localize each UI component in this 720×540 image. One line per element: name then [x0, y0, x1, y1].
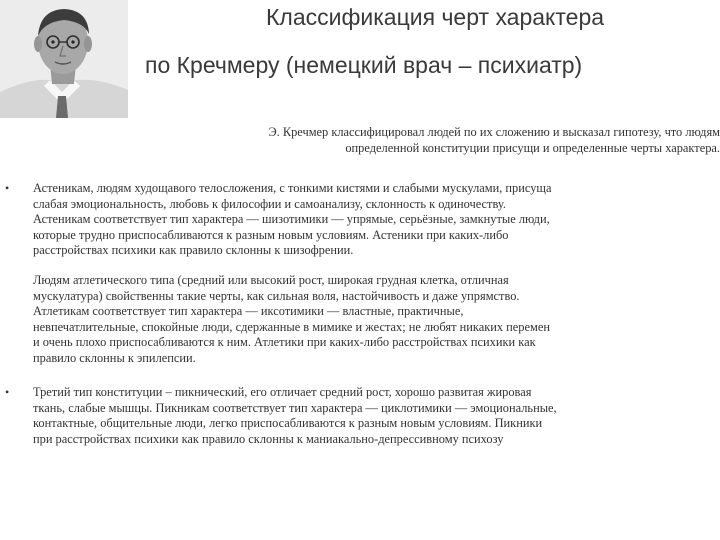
paragraph-line: невпечатлительные, спокойные люди, сдержанные в мимике и жестах; не любят никаких перемен — [33, 319, 550, 334]
paragraph-line: и очень плохо приспосабливаются к ним. Атлетики при каких-либо расстройствах психики как — [33, 335, 536, 350]
paragraph-athletic — [33, 273, 720, 367]
intro-text — [127, 124, 720, 156]
paragraph-line: расстройствах психики как правило склонны к шизофрении. — [33, 243, 354, 258]
paragraph-line: контактные, общительные люди, легко приспосабливаются к разным новым условиям. Пикники — [33, 416, 543, 431]
paragraph-line: Астеникам соответствует тип характера — шизотимики — упрямые, серьёзные, замкнутые люди, — [33, 212, 550, 227]
portrait-photo — [0, 0, 128, 118]
bullet-marker: • — [5, 385, 10, 399]
paragraph-line: которые трудно приспосабливаются к разным новым условиям. Астеники при каких-либо — [33, 227, 509, 242]
paragraph-line: Астеникам, людям худощавого телосложения, с тонкими кистями и слабыми мускулами, присуща — [33, 181, 552, 195]
paragraph-line: Атлетикам соответствует тип характера — иксотимики — властные, практичные, — [33, 304, 464, 319]
portrait-icon — [0, 0, 128, 118]
page-subtitle: по Кречмеру (немецкий врач – психиатр) — [145, 52, 583, 78]
paragraph-line: ткань, слабые мышцы. Пикникам соответствует тип характера — циклотимики — эмоциональные, — [33, 400, 557, 415]
paragraph-pyknic — [33, 385, 720, 447]
paragraph-line: Людям атлетического типа (средний или высокий рост, широкая грудная клетка, отличная — [33, 273, 509, 287]
paragraph-line: при расстройствах психики как правило склонны к маниакально-депрессивному психозу — [33, 431, 504, 446]
page-title: Классификация черт характера — [266, 4, 605, 30]
intro-line: Э. Кречмер классифицировал людей по их сложению и высказал гипотезу, что людям — [268, 125, 720, 139]
paragraph-line: мускулатура) свойственны такие черты, как сильная воля, настойчивость и даже упрямство. — [33, 288, 520, 303]
paragraph-line: Третий тип конституции – пикнический, его отличает средний рост, хорошо развитая жировая — [33, 385, 532, 399]
paragraph-line: слабая эмоциональность, любовь к философии и самоанализу, склонность к одиночеству. — [33, 196, 506, 211]
paragraph-asthenic — [33, 181, 720, 259]
intro-line: определенной конституции присущи и определенные черты характера. — [345, 141, 720, 155]
bullet-marker: • — [5, 181, 10, 195]
paragraph-line: правило склонны к эпилепсии. — [33, 350, 196, 365]
